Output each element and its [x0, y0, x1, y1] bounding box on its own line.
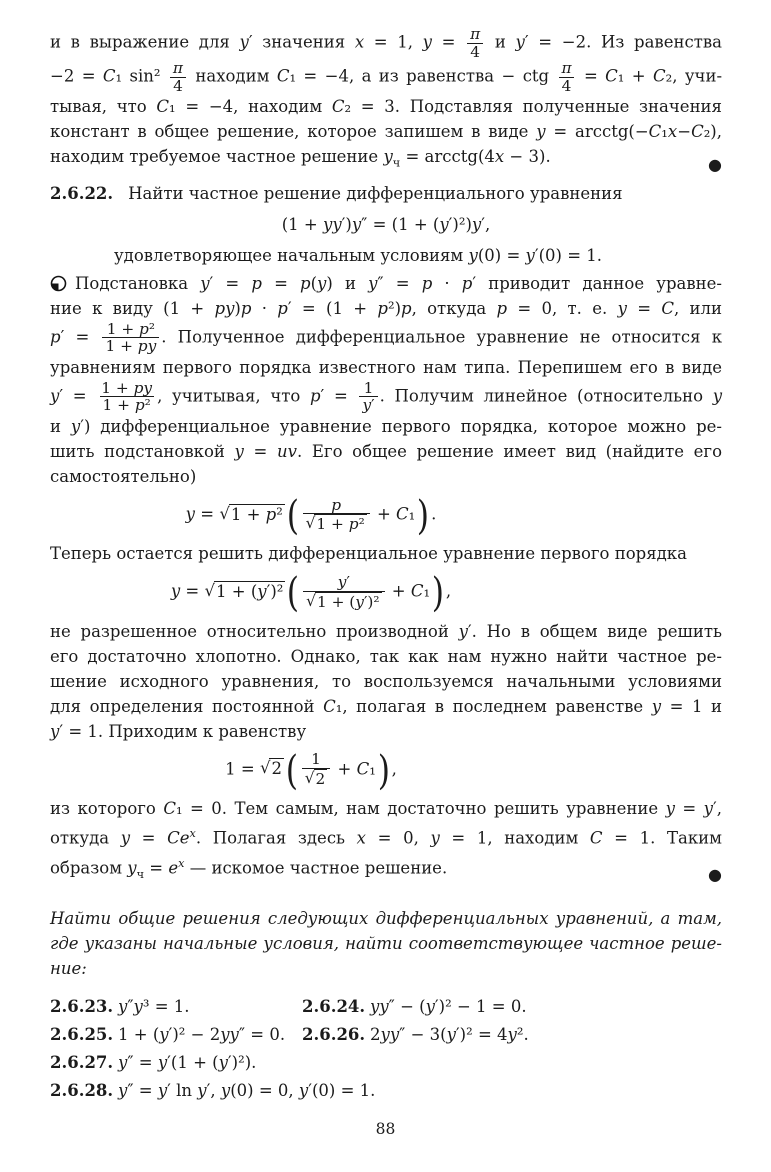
square-root: [305, 769, 328, 788]
text-line: и в выражение для y′ значения x = 1, y = $\frac{\pi}{4}$ и y′ = −2. Из равенства: [50, 25, 722, 61]
radicand: 2: [315, 769, 326, 788]
fraction-denominator: 1 + py: [102, 337, 159, 355]
big-paren: ): [377, 745, 390, 794]
problems-row: [50, 1021, 722, 1049]
big-paren: ): [431, 568, 445, 617]
initial-conditions: удовлетворяющее начальным условиям y(0) = y′(0) = 1.: [113, 245, 603, 265]
problem-item-number: 2.6.28.: [50, 1081, 114, 1101]
radicand: 1 + (y′)²: [216, 581, 284, 601]
problems-list: [50, 993, 722, 1105]
fraction-denominator: [302, 768, 331, 788]
problem-item-equation: y″y³ = 1.: [118, 997, 190, 1017]
text-line: y′ = 1. Приходим к равенству: [50, 721, 307, 741]
solution-paragraph-2: [50, 541, 722, 566]
fraction-numerator: π: [561, 59, 572, 78]
radical-icon: √: [204, 580, 216, 600]
radical-icon: √: [306, 591, 316, 610]
fraction-numerator: 1 + py: [101, 378, 153, 397]
problem-item: [302, 1021, 529, 1049]
problem-item-number: 2.6.25.: [50, 1025, 114, 1045]
problems-row: [50, 1077, 722, 1105]
fraction-numerator: π: [470, 25, 481, 43]
text-line: ние:: [50, 959, 87, 979]
fraction: [559, 60, 575, 94]
text-line: p′ = $\frac{\text{1 + p²}}{1 + py}$ . Полученное дифференциальное уравнение не относится к: [50, 319, 723, 356]
big-paren: (: [286, 490, 299, 539]
fraction-numerator: y′: [337, 572, 350, 591]
intro-paragraph: [50, 26, 722, 176]
exercise-instruction: [50, 906, 722, 981]
text-line: уравнениям первого порядка известного нам типа. Перепишем его в виде: [50, 357, 722, 377]
text-line: и y′) дифференциальное уравнение первого порядка, которое можно ре-: [50, 416, 722, 436]
text-line: образом $y_ч = e^x$ — искомое частное решение. ●: [50, 856, 722, 885]
solution-paragraph-1: [50, 271, 722, 489]
radical-icon: √: [259, 758, 271, 778]
big-paren: (: [287, 568, 300, 617]
solution-paragraph-3: [50, 619, 722, 744]
fraction-numerator: 1: [363, 378, 374, 397]
text-line: −2 = C₁ sin² $\frac{\pi}{4}$ находим C₁ = −4, а из равенства − ctg $\frac{\pi}{4}$ = C₁ + C₂, учи-: [50, 59, 723, 95]
display-equation-2: y = √1 + (y′)²( $\frac{y'}{\text{√1 + (y′)²}}$ + C₁) ,: [170, 568, 452, 617]
radicand: 1 + (y′)²: [316, 592, 380, 611]
fraction-numerator: 1: [311, 750, 321, 769]
problem-item: [50, 1077, 375, 1105]
fraction: [303, 497, 370, 534]
radical-icon: √: [305, 514, 316, 533]
square-root: [260, 758, 284, 779]
radicand: 2: [271, 759, 282, 779]
text-line: y′ = $\frac{1 + py}{\text{1 + p²}}$ , учитывая, что p′ = $\frac{1}{y'}$ . Получим линейное (относительно y: [50, 378, 723, 415]
text-line: Подстановка y′ = p = p(y) и y″ = p · p′ приводит данное уравне-: [50, 271, 722, 296]
problem-number: 2.6.22.: [50, 183, 114, 203]
display-equation-1: y = √1 + p²( $\frac{p}{\text{√1 + p²}}$ + C₁) .: [185, 490, 437, 539]
big-paren: ): [417, 490, 430, 539]
problem-item: [50, 993, 302, 1021]
problem-item: [50, 1049, 302, 1077]
problem-item-number: 2.6.23.: [50, 997, 114, 1017]
problem-item-equation: y″ = y′(1 + (y′)²).: [118, 1053, 257, 1073]
fraction-denominator: y′: [359, 396, 377, 414]
problem-item-number: 2.6.24.: [302, 997, 366, 1017]
text-line: шить подстановкой y = uv. Его общее решение имеет вид (найдите его: [50, 441, 723, 461]
problems-row: [50, 993, 722, 1021]
text-line: из которого C₁ = 0. Тем самым, нам достаточно решить уравнение y = y′,: [50, 799, 722, 819]
fraction-denominator: [303, 591, 384, 611]
radicand: 1 + p²: [316, 515, 365, 534]
qed-dot-icon: ●: [708, 865, 722, 885]
fraction-numerator: π: [172, 59, 183, 78]
fraction: [302, 751, 331, 788]
fraction-denominator: [303, 513, 370, 533]
square-root: [219, 504, 285, 525]
text-line: Теперь остается решить дифференциальное уравнение первого порядка: [50, 544, 687, 564]
fraction: [102, 321, 159, 355]
text-line: шение исходного уравнения, то воспользуемся начальными условиями: [50, 671, 722, 691]
text-line: его достаточно хлопотно. Однако, так как нам нужно найти частное ре-: [50, 646, 722, 666]
problem-item-number: 2.6.27.: [50, 1053, 114, 1073]
fraction: [98, 380, 155, 414]
text-line: находим требуемое частное решение $y_ч$ = arcctg(4x − 3). ●: [50, 147, 722, 174]
fraction: [170, 60, 186, 94]
solution-start-icon: [50, 275, 67, 292]
big-paren: (: [285, 745, 299, 794]
problem-item: [302, 993, 527, 1021]
problem-item-equation: 2yy″ − 3(y′)² = 4y².: [370, 1025, 529, 1045]
problem-2-6-22-heading: [50, 181, 722, 206]
problems-row: [50, 1049, 722, 1077]
text-line: не разрешенное относительно производной y′. Но в общем виде решить: [50, 621, 723, 641]
fraction-denominator: 4: [559, 77, 575, 95]
fraction-denominator: 4: [467, 43, 483, 61]
fraction-numerator: 1 + p²: [106, 319, 156, 338]
square-root: [306, 592, 381, 611]
fraction: [467, 26, 483, 60]
text-line: констант в общее решение, которое запишем в виде y = arcctg(−C₁x−C₂),: [50, 122, 722, 142]
text-line: для определения постоянной C₁, полагая в последнем равенстве y = 1 и: [50, 696, 723, 716]
text-line: откуда $y = Ce^x$. Полагая здесь x = 0, y = 1, находим C = 1. Таким: [50, 827, 722, 848]
square-root: [306, 514, 367, 533]
radicand: 1 + p²: [230, 504, 283, 524]
fraction-denominator: 1 + p²: [100, 396, 154, 414]
text-line: тывая, что C₁ = −4, находим C₂ = 3. Подставляя полученные значения: [50, 97, 722, 117]
text-line: самостоятельно): [50, 466, 197, 486]
fraction: [303, 574, 384, 611]
problem-equation: (1 + yy′)y″ = (1 + (y′)²)y′,: [281, 214, 491, 234]
fraction-numerator: p: [331, 495, 342, 514]
problem-title: Найти частное решение дифференциального уравнения: [128, 183, 623, 203]
radical-icon: √: [304, 768, 315, 787]
problem-item-equation: 1 + (y′)² − 2yy″ = 0.: [118, 1025, 286, 1045]
text-line: Найти общие решения следующих дифференциальных уравнений, а там,: [50, 909, 722, 929]
square-root: [205, 581, 286, 602]
fraction: [359, 380, 377, 414]
problem-item: [50, 1021, 302, 1049]
display-equation-3: 1 = √2( $\frac{1}{√2}$ + C₁) ,: [225, 745, 397, 794]
qed-dot-icon: ●: [708, 154, 722, 174]
text-line: где указаны начальные условия, найти соответствующее частное реше-: [50, 934, 722, 954]
problem-item-equation: yy″ − (y′)² − 1 = 0.: [370, 997, 527, 1017]
text-line: ние к виду (1 + py)p · p′ = (1 + p²)p, откуда p = 0, т. е. y = C, или: [50, 298, 722, 318]
fraction-denominator: 4: [170, 77, 186, 95]
page-number: 88: [375, 1120, 396, 1138]
problem-item-number: 2.6.26.: [302, 1025, 366, 1045]
problem-item-equation: y″ = y′ ln y′, y(0) = 0, y′(0) = 1.: [118, 1081, 376, 1101]
radical-icon: √: [219, 503, 230, 523]
solution-paragraph-4: [50, 796, 722, 886]
